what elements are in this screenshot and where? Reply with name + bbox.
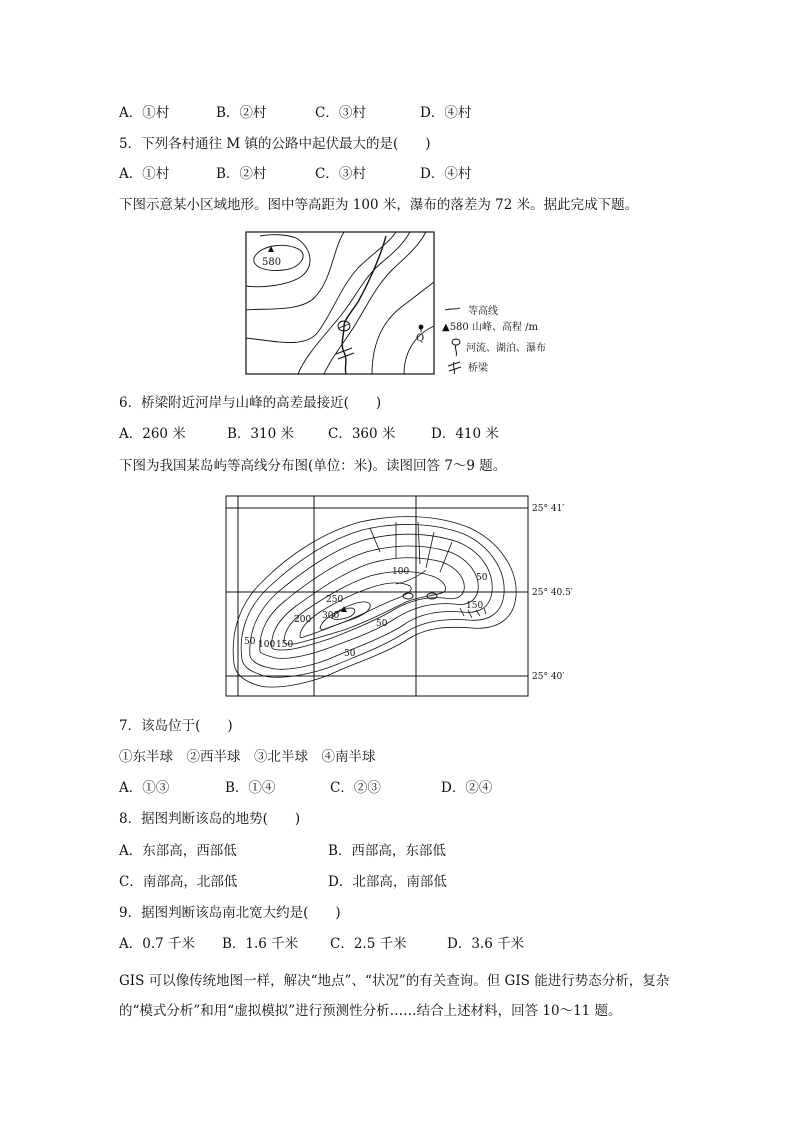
contour-label-50-center: 50 — [376, 619, 388, 629]
contour-label-100-north: 100 — [392, 567, 410, 577]
contour-label-200: 200 — [294, 615, 312, 625]
figure1-terrain-map — [240, 228, 560, 378]
figure2-grid — [226, 496, 528, 696]
lat-label-bottom: 25° 40′ — [532, 672, 565, 682]
legend-bridge-label: 桥梁 — [468, 363, 488, 374]
q7-option-d: D．②④ — [441, 780, 493, 796]
q6-option-a: A．260 米 — [119, 426, 186, 442]
q7-choices: ①东半球 ②西半球 ③北半球 ④南半球 — [119, 749, 376, 765]
intro-figure2: 下图为我国某岛屿等高线分布图(单位：米)。读图回答 7～9 题。 — [119, 458, 507, 474]
q5-option-c: C．③村 — [315, 166, 366, 182]
figure1-point-q-icon — [419, 325, 424, 332]
q7-stem: 7．该岛位于( ) — [119, 718, 233, 734]
q6-option-b: B．310 米 — [227, 426, 294, 442]
q6-option-c: C．360 米 — [328, 426, 396, 442]
legend-peak-label: ▲580 山峰、高程 /m — [442, 322, 538, 333]
q8-option-a: A．东部高，西部低 — [119, 843, 237, 859]
q6-option-d: D．410 米 — [431, 426, 499, 442]
legend-water-label: 河流、湖泊、瀑布 — [466, 343, 546, 354]
lat-label-middle: 25° 40.5′ — [532, 588, 573, 598]
contour-east — [372, 282, 434, 374]
figure1-point-q-label: Q — [416, 333, 425, 344]
contour-label-300: 300 — [322, 611, 340, 621]
q5-option-a: A．①村 — [119, 166, 170, 182]
q7-option-c: C．②③ — [330, 780, 381, 796]
contour-label-100-west: 100 — [258, 640, 276, 650]
q7-option-a: A．①③ — [119, 780, 170, 796]
figure2-island-map — [220, 492, 580, 702]
q9-stem: 9．据图判断该岛南北宽大约是( ) — [119, 905, 341, 921]
q9-option-b: B．1.6 千米 — [222, 936, 299, 952]
q6-stem: 6．桥梁附近河岸与山峰的高差最接近( ) — [119, 395, 382, 411]
legend-contour-icon — [445, 308, 460, 310]
q5-option-b: B．②村 — [216, 166, 267, 182]
q7-option-b: B．①④ — [225, 780, 276, 796]
contour-valley-a — [298, 232, 410, 374]
legend-bridge-icon — [448, 362, 461, 374]
intro-figure1: 下图示意某小区域地形。图中等高距为 100 米，瀑布的落差为 72 米。据此完成下题。 — [119, 197, 639, 213]
legend-contour-label: 等高线 — [468, 306, 498, 317]
lat-label-top: 25° 41′ — [532, 504, 565, 514]
q4-option-a: A．①村 — [119, 105, 170, 121]
q8-option-c: C．南部高，北部低 — [119, 874, 238, 890]
contour-west — [246, 232, 344, 310]
q8-stem: 8．据图判断该岛的地势( ) — [119, 811, 301, 827]
q8-option-b: B．西部高，东部低 — [328, 843, 446, 859]
q4-option-b: B．②村 — [216, 105, 267, 121]
intro-gis: GIS 可以像传统地图一样，解决“地点”、“状况”的有关查询。但 GIS 能进行势态分析，复杂的“模式分析”和用“虚拟模拟”进行预测性分析……结合上述材料，回答 10～11 题。 — [119, 973, 670, 1019]
contour-label-250: 250 — [326, 595, 344, 605]
q9-option-a: A．0.7 千米 — [119, 936, 196, 952]
contour-label-50-northeast: 50 — [476, 573, 488, 583]
q5-option-d: D．④村 — [420, 166, 472, 182]
q9-option-d: D．3.6 千米 — [447, 936, 525, 952]
contour-label-50-west: 50 — [244, 637, 256, 647]
q9-option-c: C．2.5 千米 — [330, 936, 407, 952]
q4-option-d: D．④村 — [420, 105, 472, 121]
contour-label-50-south: 50 — [344, 649, 356, 659]
legend-water-icon — [452, 339, 460, 356]
figure1-peak-label: 580 — [262, 257, 282, 268]
q4-option-c: C．③村 — [315, 105, 366, 121]
contour-label-150-east: 150 — [466, 601, 484, 611]
contour-label-150-west: 150 — [276, 640, 294, 650]
contour-southwest — [246, 232, 396, 343]
q5-stem: 5．下列各村通往 M 镇的公路中起伏最大的是( ) — [119, 136, 431, 152]
q8-option-d: D．北部高，南部低 — [328, 874, 447, 890]
